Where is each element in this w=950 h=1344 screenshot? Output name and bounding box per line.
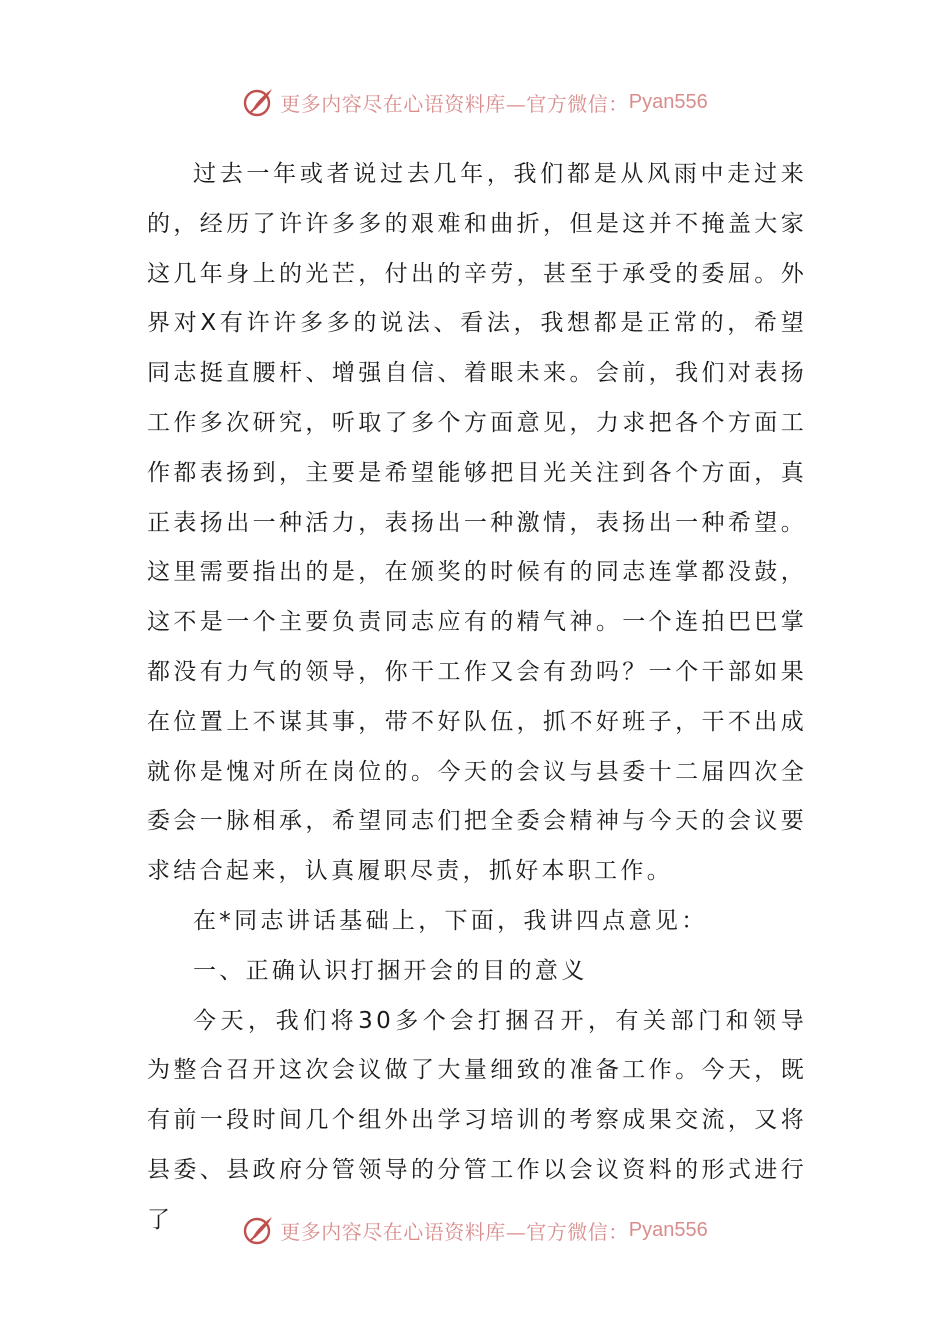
- paragraph: 过去一年或者说过去几年，我们都是从风雨中走过来的，经历了许许多多的艰难和曲折，但是这并不掩盖大家这几年身上的光芒，付出的辛劳，甚至于承受的委屈。外界对X有许许多多的说法、看法，我想都是正常的，希望同志挺直腰杆、增强自信、着眼未来。会前，我们对表扬工作多次研究，听取了多个方面意见，力求把各个方面工作都表扬到，主要是希望能够把目光关注到各个方面，真正表扬出一种活力，表扬出一种激情，表扬出一种希望。这里需要指出的是，在颁奖的时候有的同志连掌都没鼓，这不是一个主要负责同志应有的精气神。一个连拍巴巴掌都没有力气的领导，你干工作又会有劲吗？一个干部如果在位置上不谋其事，带不好队伍，抓不好班子，干不出成就你是愧对所在岗位的。今天的会议与县委十二届四次全委会一脉相承，希望同志们把全委会精神与今天的会议要求结合起来，认真履职尽责，抓好本职工作。: [147, 161, 807, 885]
- banner-wechat-id: Pyan556: [628, 90, 708, 113]
- section-heading: 一、正确认识打捆开会的目的意义: [193, 957, 588, 984]
- banner-wechat-id: Pyan556: [628, 1218, 708, 1241]
- header-watermark-banner: [0, 82, 950, 122]
- document-body: [147, 150, 807, 1246]
- quill-seal-icon: [242, 1213, 276, 1247]
- paragraph: 今天，我们将30多个会打捆召开，有关部门和领导为整合召开这次会议做了大量细致的准备工作。今天，既有前一段时间几个组外出学习培训的考察成果交流，又将县委、县政府分管领导的分管工作以会议资料的形式进行了: [147, 1007, 807, 1233]
- quill-seal-icon: [242, 85, 276, 119]
- paragraph: 在*同志讲话基础上，下面，我讲四点意见：: [193, 907, 708, 934]
- footer-watermark-banner: [0, 1210, 950, 1250]
- banner-text: 更多内容尽在心语资料库—官方微信：: [280, 91, 629, 116]
- banner-text: 更多内容尽在心语资料库—官方微信：: [280, 1219, 629, 1244]
